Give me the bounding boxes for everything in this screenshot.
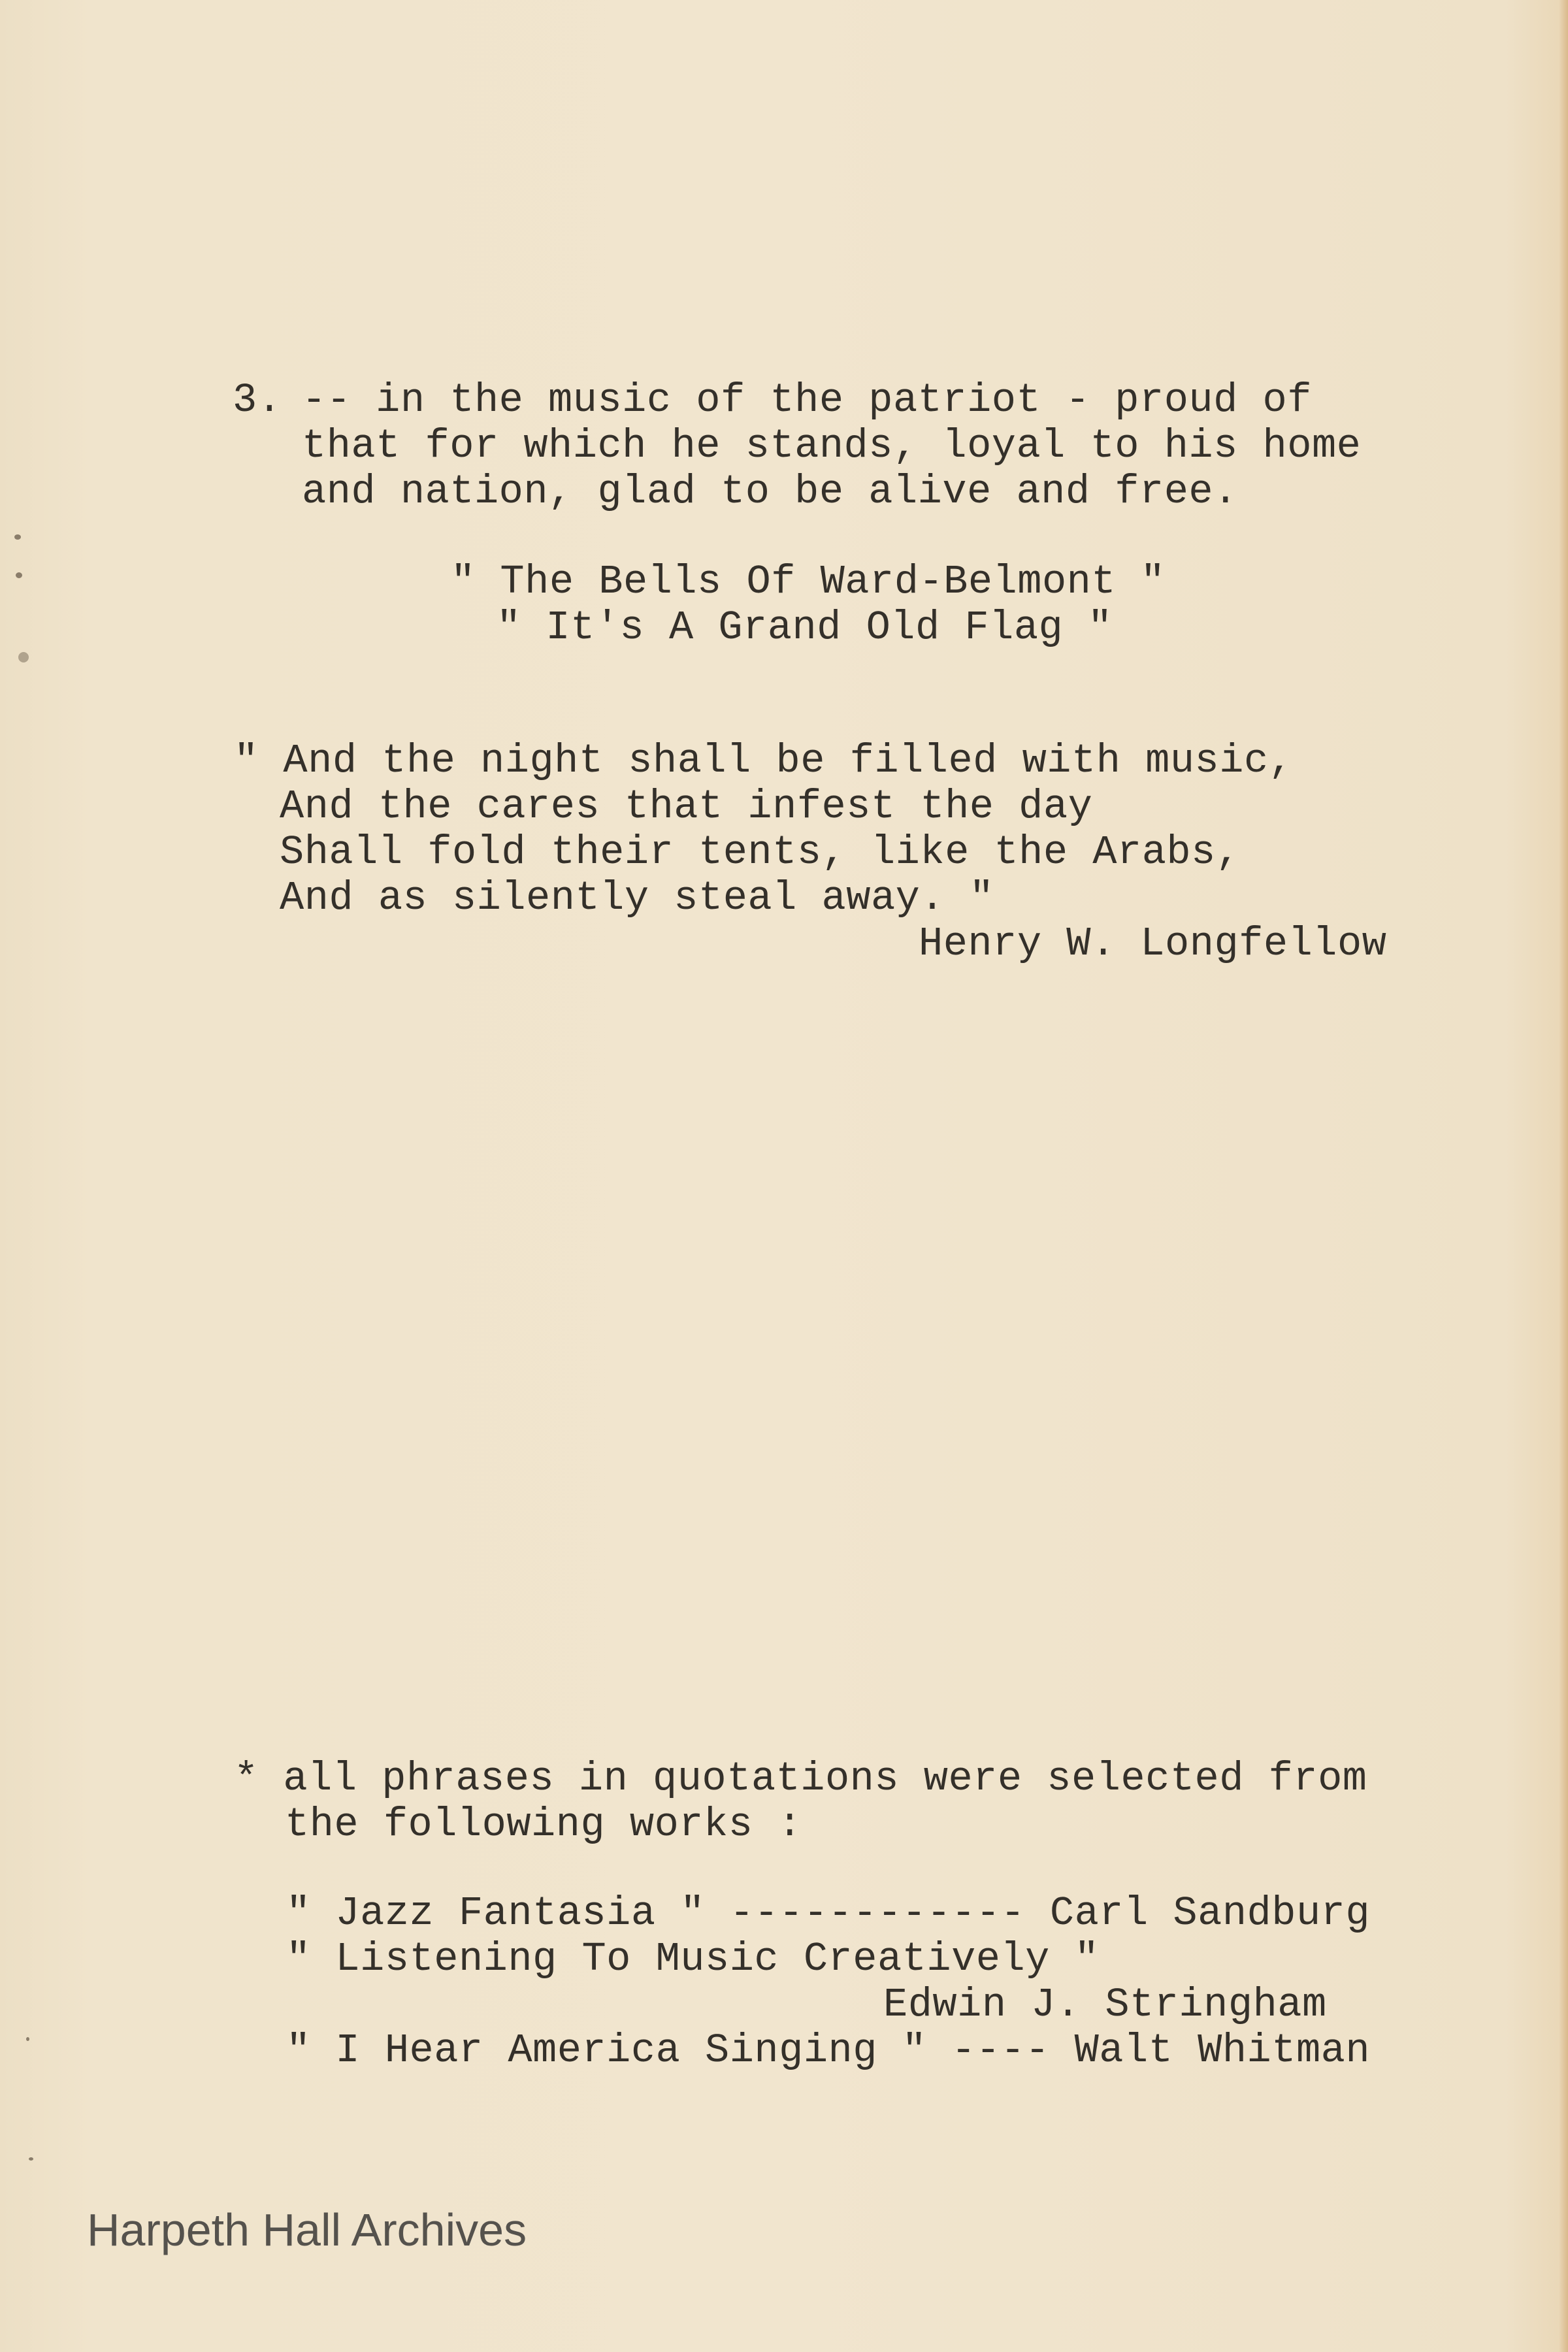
poem-line: And the cares that infest the day [280, 783, 1093, 830]
poem-line: " And the night shall be filled with music, [234, 738, 1294, 784]
item-line: -- in the music of the patriot - proud of [302, 377, 1312, 423]
works-entry: " I Hear America Singing " ---- Walt Whitman [286, 2027, 1371, 2074]
paper-speck [14, 534, 21, 540]
paper-speck [29, 2157, 33, 2161]
works-entry: " Listening To Music Creatively " [286, 1936, 1100, 1982]
paper-speck [18, 652, 29, 662]
paper-speck [16, 572, 22, 578]
paper-speck [26, 2037, 29, 2041]
footnote-line: the following works : [285, 1801, 802, 1848]
item-number: 3. [233, 377, 282, 423]
footnote-line: * all phrases in quotations were selected from [234, 1756, 1367, 1802]
poem-line: And as silently steal away. " [280, 875, 994, 921]
works-entry-author: Edwin J. Stringham [883, 1982, 1327, 2028]
song-title: " It's A Grand Old Flag " [497, 604, 1113, 651]
archive-watermark: Harpeth Hall Archives [87, 2204, 527, 2255]
paper-edge-shadow [1559, 0, 1568, 2352]
song-title: " The Bells Of Ward-Belmont " [451, 559, 1166, 605]
item-line: and nation, glad to be alive and free. [302, 468, 1238, 515]
poem-line: Shall fold their tents, like the Arabs, [280, 829, 1241, 875]
works-entry: " Jazz Fantasia " ------------ Carl Sandburg [286, 1890, 1371, 1936]
item-line: that for which he stands, loyal to his home [302, 423, 1362, 469]
poem-attribution: Henry W. Longfellow [919, 921, 1387, 967]
